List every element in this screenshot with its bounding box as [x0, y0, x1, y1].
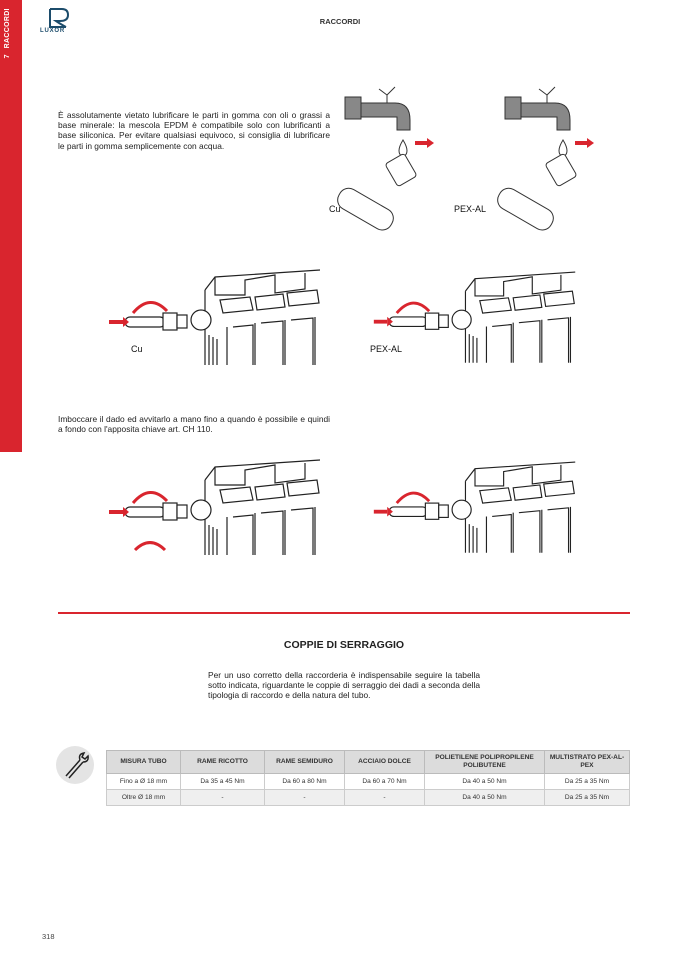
table-cell: Da 25 a 35 Nm — [545, 790, 630, 806]
page-number: 318 — [42, 932, 55, 941]
page-header-title: RACCORDI — [319, 17, 361, 26]
label-cu: Cu — [329, 204, 341, 214]
column-header: MISURA TUBO — [107, 751, 181, 774]
table-row — [107, 790, 630, 806]
table-cell: - — [345, 790, 425, 806]
column-header: POLIETILENE POLIPROPILENE POLIBUTENE — [425, 751, 545, 774]
table-cell: Da 60 a 70 Nm — [345, 774, 425, 790]
faucet-cu-illustration — [330, 85, 440, 245]
lubrication-note: È assolutamente vietato lubrificare le parti in gomma con oli o grassi a base minerale: la mescola EPDM è compatibile solo con lubrificanti a base siliconica. Per evitare qualsiasi equivoco, si consiglia di lubrificare le parti in gomma semplicemente con acqua. — [58, 110, 330, 151]
table-header-row — [107, 751, 630, 774]
column-header: ACCIAIO DOLCE — [345, 751, 425, 774]
table-cell: - — [181, 790, 265, 806]
radiator-final-illustration — [370, 450, 580, 560]
table-cell: Fino a Ø 18 mm — [107, 774, 181, 790]
label-pex-al-2: PEX-AL — [370, 344, 403, 354]
table-cell: Oltre Ø 18 mm — [107, 790, 181, 806]
tightening-instructions: Imboccare il dado ed avvitarlo a mano fino a quando è possibile e quindi a fondo con l'apposita chiave art. CH 110. — [58, 414, 330, 435]
table-cell: Da 35 a 45 Nm — [181, 774, 265, 790]
radiator-wrench-illustration — [105, 450, 325, 560]
section-heading: COPPIE DI SERRAGGIO — [283, 639, 405, 651]
column-header: MULTISTRATO PEX-AL-PEX — [545, 751, 630, 774]
chapter-number: 7 — [4, 54, 11, 59]
torque-intro: Per un uso corretto della raccorderia è indispensabile seguire la tabella sotto indicata, riguardante le coppie di serraggio dei dadi a seconda della tipologia di raccordo e della natura del tubo. — [208, 670, 480, 701]
column-header: RAME RICOTTO — [181, 751, 265, 774]
table-cell: Da 25 a 35 Nm — [545, 774, 630, 790]
chapter-label: RACCORDI — [4, 8, 11, 49]
table-cell: Da 40 a 50 Nm — [425, 774, 545, 790]
chapter-tab — [4, 8, 11, 58]
table-cell: - — [265, 790, 345, 806]
table-cell: Da 40 a 50 Nm — [425, 790, 545, 806]
label-cu-2: Cu — [131, 344, 143, 354]
label-pex-al: PEX-AL — [454, 204, 487, 214]
section-divider — [58, 612, 630, 614]
table-row — [107, 774, 630, 790]
chapter-sidebar — [0, 0, 22, 452]
column-header: RAME SEMIDURO — [265, 751, 345, 774]
wrench-icon — [56, 746, 94, 784]
logo-text: LUXOR — [40, 28, 65, 34]
table-cell: Da 60 a 80 Nm — [265, 774, 345, 790]
torque-table — [106, 750, 630, 806]
faucet-pex-illustration — [490, 85, 600, 245]
